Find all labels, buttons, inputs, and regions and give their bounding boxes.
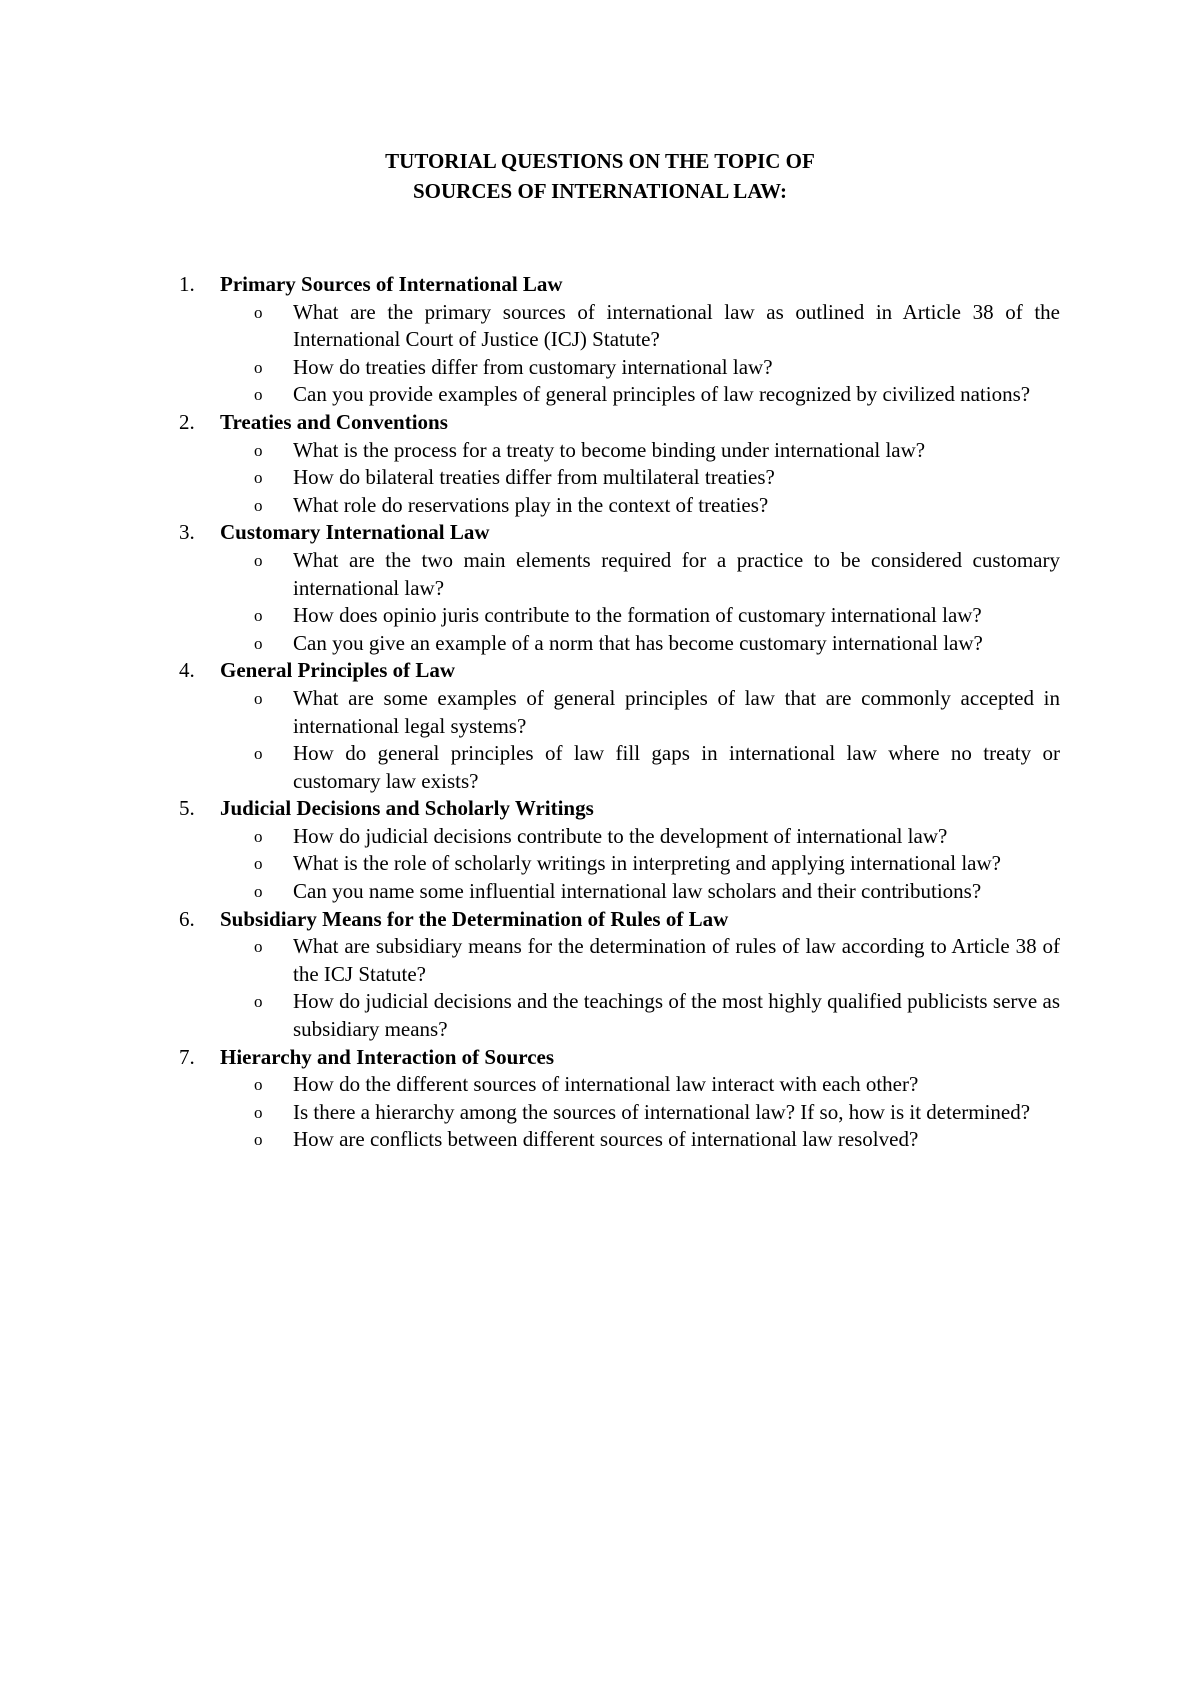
question-text: How do judicial decisions contribute to the development of international law? <box>293 823 948 848</box>
question-text: How do treaties differ from customary international law? <box>293 354 773 379</box>
question-text: What is the role of scholarly writings in interpreting and applying international law? <box>293 851 1001 876</box>
question-text: What role do reservations play in the context of treaties? <box>293 492 769 517</box>
question-text: What are some examples of general principles of law that are commonly accepted in international legal systems? <box>293 685 1060 738</box>
section-title: Treaties and Conventions <box>220 409 448 434</box>
bullet-icon: o <box>254 992 263 1012</box>
section-heading <box>170 271 1060 299</box>
section-heading <box>170 906 1060 934</box>
question-item <box>170 933 1060 988</box>
question-text: How do judicial decisions and the teachings of the most highly qualified publicists serve as subsidiary means? <box>293 989 1060 1042</box>
question-item <box>170 437 1060 465</box>
question-item <box>170 547 1060 602</box>
bullet-icon: o <box>254 826 263 846</box>
bullet-icon: o <box>254 385 263 405</box>
document-title <box>0 146 1200 206</box>
section-6 <box>170 906 1060 1044</box>
question-text: What are subsidiary means for the determination of rules of law according to Article 38 of the ICJ Statute? <box>293 934 1060 986</box>
question-item <box>170 1099 1060 1127</box>
bullet-icon: o <box>254 357 263 377</box>
section-number: 4. <box>179 658 195 683</box>
section-7 <box>170 1044 1060 1154</box>
section-4 <box>170 657 1060 795</box>
bullet-icon: o <box>254 854 263 874</box>
question-item <box>170 630 1060 658</box>
question-item <box>170 1126 1060 1154</box>
bullet-icon: o <box>254 440 263 460</box>
question-text: Can you provide examples of general principles of law recognized by civilized nations? <box>293 382 1031 407</box>
bullet-icon: o <box>254 302 263 322</box>
section-title: Primary Sources of International Law <box>220 272 563 296</box>
section-title: Hierarchy and Interaction of Sources <box>220 1044 555 1069</box>
question-text: Is there a hierarchy among the sources of international law? If so, how is it determined? <box>293 1099 1031 1124</box>
title-line-2: SOURCES OF INTERNATIONAL LAW: <box>413 179 787 203</box>
question-item <box>170 823 1060 851</box>
section-2 <box>170 409 1060 519</box>
bullet-icon: o <box>254 1130 263 1150</box>
section-heading <box>170 519 1060 547</box>
question-text: How are conflicts between different sources of international law resolved? <box>293 1127 919 1152</box>
question-item <box>170 878 1060 906</box>
bullet-icon: o <box>254 937 263 957</box>
question-text: How do general principles of law fill gaps in international law where no treaty or customary law exists? <box>293 741 1060 793</box>
question-text: Can you give an example of a norm that has become customary international law? <box>293 630 983 655</box>
question-text: What are the primary sources of international law as outlined in Article 38 of the International Court of Justice (ICJ) Statute? <box>293 299 1060 352</box>
question-item <box>170 602 1060 630</box>
section-number: 7. <box>179 1044 195 1069</box>
bullet-icon: o <box>254 688 263 708</box>
question-item <box>170 381 1060 409</box>
question-item <box>170 1071 1060 1099</box>
bullet-icon: o <box>254 550 263 570</box>
question-list <box>170 271 1060 1154</box>
bullet-icon: o <box>254 633 263 653</box>
bullet-icon: o <box>254 1075 263 1095</box>
question-text: How does opinio juris contribute to the formation of customary international law? <box>293 603 982 628</box>
section-title: Judicial Decisions and Scholarly Writings <box>220 796 594 821</box>
question-item <box>170 299 1060 354</box>
question-text: What is the process for a treaty to become binding under international law? <box>293 437 926 462</box>
question-item <box>170 740 1060 795</box>
bullet-icon: o <box>254 606 263 626</box>
section-1 <box>170 271 1060 409</box>
bullet-icon: o <box>254 495 263 515</box>
section-heading <box>170 1044 1060 1072</box>
question-text: How do the different sources of international law interact with each other? <box>293 1072 919 1097</box>
question-text: Can you name some influential international law scholars and their contributions? <box>293 879 982 904</box>
section-title: Customary International Law <box>220 520 490 545</box>
question-item <box>170 464 1060 492</box>
bullet-icon: o <box>254 1102 263 1122</box>
section-title: Subsidiary Means for the Determination of Rules of Law <box>220 906 729 931</box>
section-title: General Principles of Law <box>220 658 456 683</box>
section-number: 1. <box>179 272 195 296</box>
bullet-icon: o <box>254 882 263 902</box>
bullet-icon: o <box>254 468 263 488</box>
question-item <box>170 850 1060 878</box>
section-number: 5. <box>179 796 195 821</box>
question-item <box>170 354 1060 382</box>
section-5 <box>170 795 1060 905</box>
question-item <box>170 492 1060 520</box>
title-line-1: TUTORIAL QUESTIONS ON THE TOPIC OF <box>385 149 815 173</box>
section-heading <box>170 657 1060 685</box>
section-number: 3. <box>179 520 195 545</box>
section-number: 2. <box>179 409 195 434</box>
section-number: 6. <box>179 906 195 931</box>
question-item <box>170 685 1060 740</box>
section-3 <box>170 519 1060 657</box>
question-text: How do bilateral treaties differ from multilateral treaties? <box>293 465 775 490</box>
section-heading <box>170 795 1060 823</box>
question-item <box>170 988 1060 1043</box>
section-heading <box>170 409 1060 437</box>
question-text: What are the two main elements required for a practice to be considered customary international law? <box>293 547 1060 600</box>
bullet-icon: o <box>254 744 263 764</box>
